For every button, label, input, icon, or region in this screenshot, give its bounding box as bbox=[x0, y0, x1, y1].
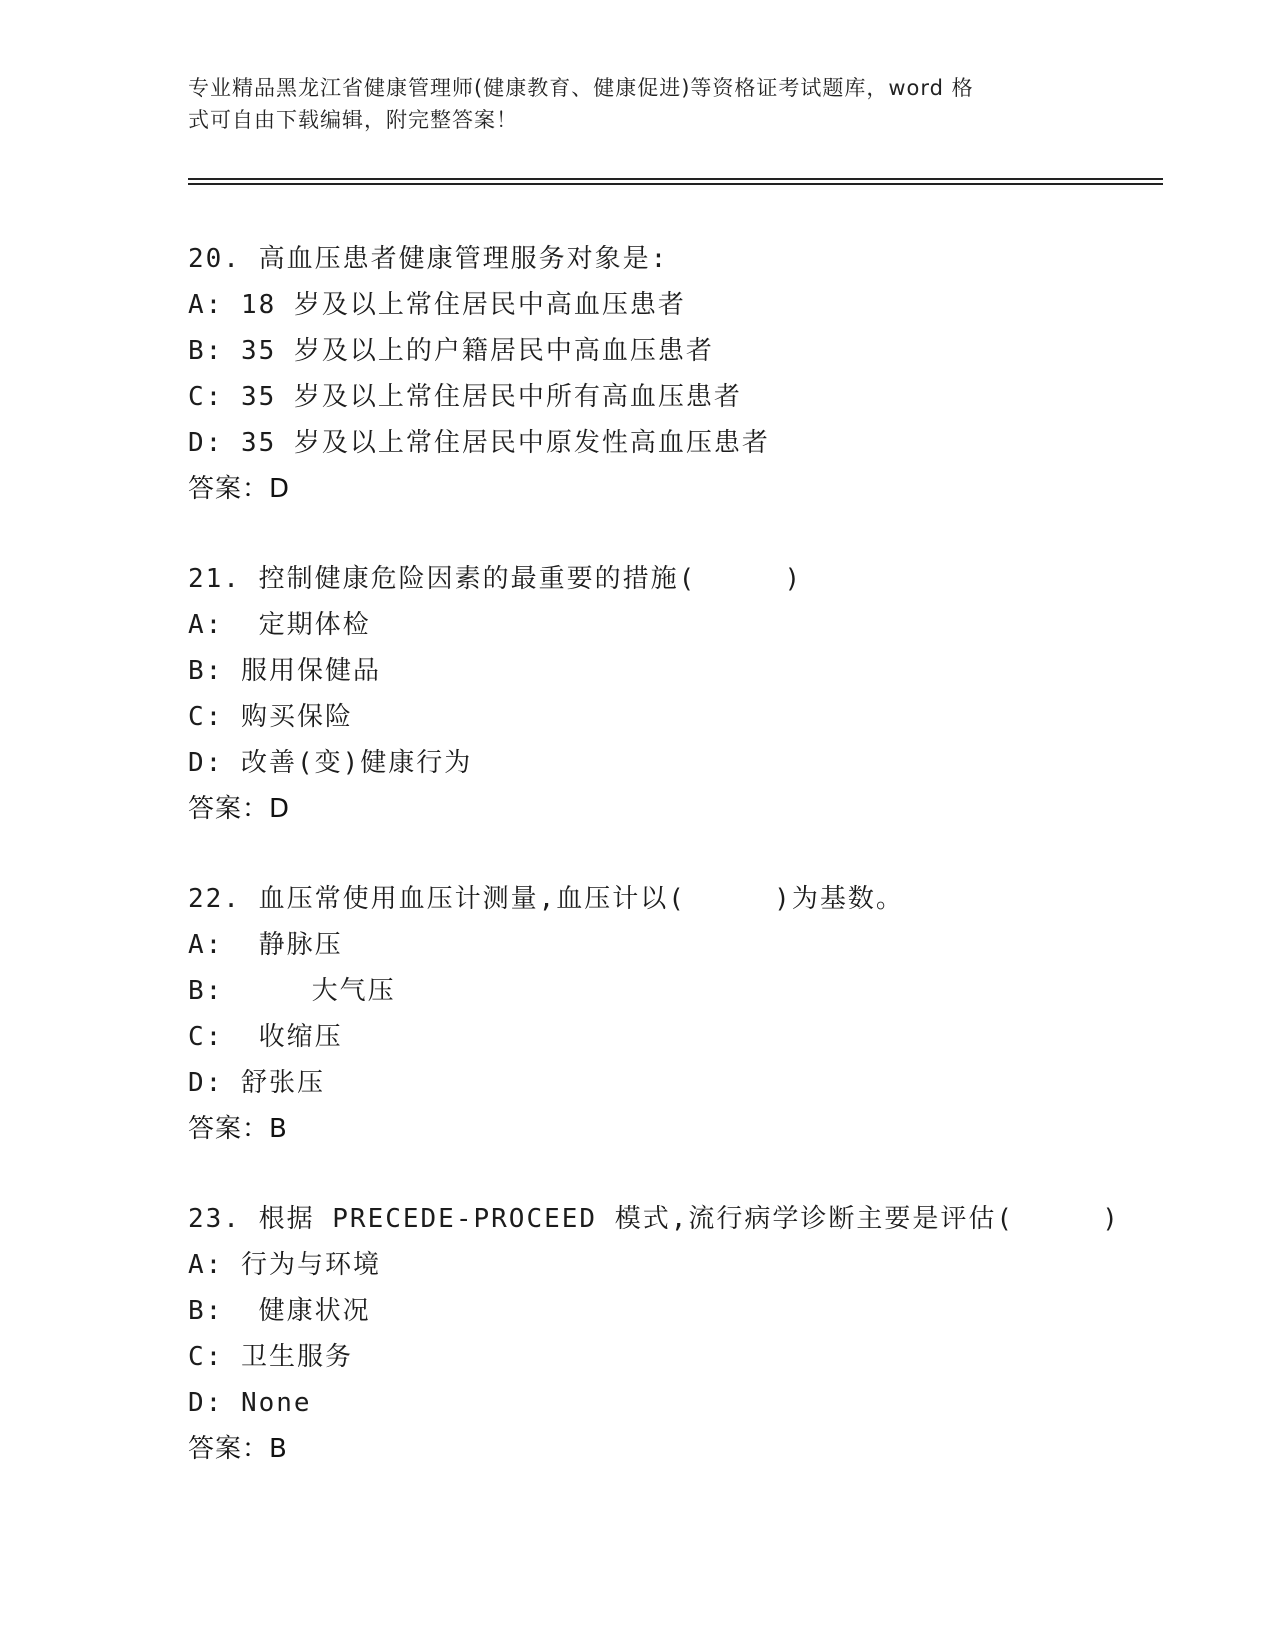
header-line-2: 式可自由下载编辑，附完整答案！ bbox=[188, 108, 518, 132]
question-stem: 23. 根据 PRECEDE-PROCEED 模式,流行病学诊断主要是评估( ) bbox=[188, 1204, 1120, 1234]
question-stem: 21. 控制健康危险因素的最重要的措施( ) bbox=[188, 564, 803, 594]
option-a: A: 行为与环境 bbox=[188, 1250, 381, 1280]
question-stem: 20. 高血压患者健康管理服务对象是: bbox=[188, 244, 669, 274]
option-b: B: 服用保健品 bbox=[188, 656, 381, 686]
header-line-1: 专业精品黑龙江省健康管理师(健康教育、健康促进)等资格证考试题库，word 格 bbox=[188, 76, 974, 100]
option-c: C: 35 岁及以上常住居民中所有高血压患者 bbox=[188, 382, 742, 412]
option-d: D: 舒张压 bbox=[188, 1068, 325, 1098]
question-list bbox=[188, 236, 1188, 1516]
option-a: A: 18 岁及以上常住居民中高血压患者 bbox=[188, 290, 686, 320]
question-23 bbox=[188, 1196, 1188, 1472]
option-c: C: 卫生服务 bbox=[188, 1342, 353, 1372]
question-21 bbox=[188, 556, 1188, 832]
question-stem: 22. 血压常使用血压计测量,血压计以( )为基数。 bbox=[188, 884, 904, 914]
header-divider-bottom bbox=[188, 183, 1163, 185]
option-d: D: 35 岁及以上常住居民中原发性高血压患者 bbox=[188, 428, 770, 458]
header-divider-top bbox=[188, 178, 1163, 180]
option-d: D: 改善(变)健康行为 bbox=[188, 748, 473, 778]
question-20 bbox=[188, 236, 1188, 512]
option-c: C: 收缩压 bbox=[188, 1022, 343, 1052]
option-a: A: 定期体检 bbox=[188, 610, 371, 640]
option-a: A: 静脉压 bbox=[188, 930, 343, 960]
answer-label: 答案：D bbox=[188, 474, 291, 504]
option-d: D: None bbox=[188, 1388, 312, 1418]
answer-label: 答案：B bbox=[188, 1434, 288, 1464]
option-b: B: 35 岁及以上的户籍居民中高血压患者 bbox=[188, 336, 714, 366]
document-header bbox=[188, 72, 1088, 136]
option-b: B: 健康状况 bbox=[188, 1296, 371, 1326]
answer-label: 答案：B bbox=[188, 1114, 288, 1144]
option-b: B: 大气压 bbox=[188, 976, 396, 1006]
answer-label: 答案：D bbox=[188, 794, 291, 824]
question-22 bbox=[188, 876, 1188, 1152]
option-c: C: 购买保险 bbox=[188, 702, 353, 732]
